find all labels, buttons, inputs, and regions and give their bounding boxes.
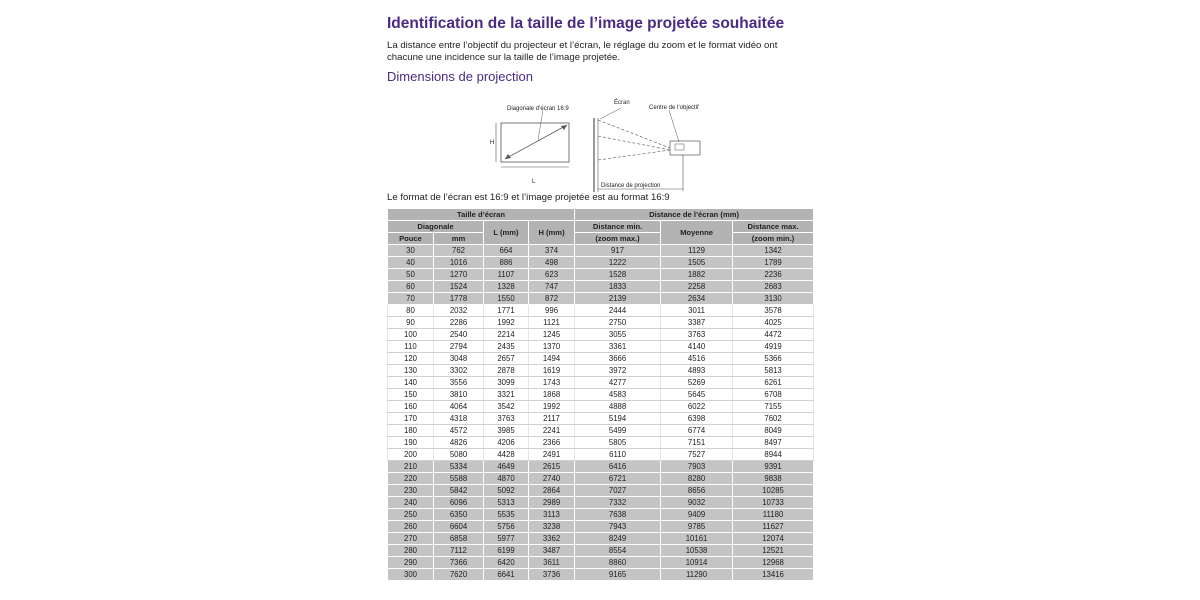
table-row bbox=[388, 281, 814, 293]
cell-l-mm: 4870 bbox=[484, 473, 529, 485]
cell-average: 5645 bbox=[661, 389, 733, 401]
cell-dist-max: 2683 bbox=[733, 281, 814, 293]
header-zoom-min: (zoom min.) bbox=[733, 233, 814, 245]
cell-inch: 160 bbox=[388, 401, 434, 413]
cell-dist-min: 7943 bbox=[575, 521, 661, 533]
cell-h-mm: 498 bbox=[529, 257, 575, 269]
cell-mm: 1524 bbox=[434, 281, 484, 293]
cell-h-mm: 2491 bbox=[529, 449, 575, 461]
cell-l-mm: 3542 bbox=[484, 401, 529, 413]
cell-inch: 100 bbox=[388, 329, 434, 341]
cell-average: 3011 bbox=[661, 305, 733, 317]
cell-dist-min: 8249 bbox=[575, 533, 661, 545]
table-row bbox=[388, 401, 814, 413]
cell-average: 10914 bbox=[661, 557, 733, 569]
section-subtitle: Dimensions de projection bbox=[387, 68, 533, 84]
cell-dist-max: 8497 bbox=[733, 437, 814, 449]
cell-inch: 60 bbox=[388, 281, 434, 293]
cell-mm: 7620 bbox=[434, 569, 484, 581]
cell-inch: 300 bbox=[388, 569, 434, 581]
table-row bbox=[388, 533, 814, 545]
table-row bbox=[388, 545, 814, 557]
header-dist-min: Distance min. bbox=[575, 221, 661, 233]
table-row bbox=[388, 341, 814, 353]
table-row bbox=[388, 269, 814, 281]
cell-dist-min: 1528 bbox=[575, 269, 661, 281]
h-label: H bbox=[490, 140, 495, 146]
table-row bbox=[388, 245, 814, 257]
cell-mm: 5080 bbox=[434, 449, 484, 461]
cell-l-mm: 3763 bbox=[484, 413, 529, 425]
cell-h-mm: 2241 bbox=[529, 425, 575, 437]
cell-dist-max: 9391 bbox=[733, 461, 814, 473]
cell-mm: 5334 bbox=[434, 461, 484, 473]
cell-inch: 250 bbox=[388, 509, 434, 521]
document-page bbox=[387, 14, 813, 579]
cell-average: 3387 bbox=[661, 317, 733, 329]
cell-l-mm: 5092 bbox=[484, 485, 529, 497]
table-row bbox=[388, 257, 814, 269]
cell-mm: 4318 bbox=[434, 413, 484, 425]
cell-inch: 170 bbox=[388, 413, 434, 425]
cell-dist-max: 3130 bbox=[733, 293, 814, 305]
cell-h-mm: 1494 bbox=[529, 353, 575, 365]
cell-mm: 2540 bbox=[434, 329, 484, 341]
cell-dist-max: 7602 bbox=[733, 413, 814, 425]
cell-dist-max: 10733 bbox=[733, 497, 814, 509]
cell-average: 1505 bbox=[661, 257, 733, 269]
cell-dist-max: 8944 bbox=[733, 449, 814, 461]
cell-dist-max: 9838 bbox=[733, 473, 814, 485]
cell-dist-min: 1222 bbox=[575, 257, 661, 269]
cell-l-mm: 6199 bbox=[484, 545, 529, 557]
cell-h-mm: 1868 bbox=[529, 389, 575, 401]
cell-l-mm: 1328 bbox=[484, 281, 529, 293]
cell-l-mm: 6641 bbox=[484, 569, 529, 581]
cell-average: 9409 bbox=[661, 509, 733, 521]
cell-h-mm: 1245 bbox=[529, 329, 575, 341]
cell-dist-min: 8860 bbox=[575, 557, 661, 569]
cell-l-mm: 2878 bbox=[484, 365, 529, 377]
diagonal-label: Diagonale d’écran 16:9 bbox=[507, 106, 569, 112]
cell-dist-max: 8049 bbox=[733, 425, 814, 437]
table-row bbox=[388, 497, 814, 509]
table-row bbox=[388, 485, 814, 497]
table-row bbox=[388, 437, 814, 449]
cell-average: 8280 bbox=[661, 473, 733, 485]
cell-h-mm: 3113 bbox=[529, 509, 575, 521]
cell-dist-min: 7332 bbox=[575, 497, 661, 509]
header-screen-size: Taille d’écran bbox=[388, 209, 575, 221]
cell-dist-min: 5499 bbox=[575, 425, 661, 437]
cell-l-mm: 3099 bbox=[484, 377, 529, 389]
cell-inch: 200 bbox=[388, 449, 434, 461]
cell-h-mm: 1619 bbox=[529, 365, 575, 377]
cell-h-mm: 2864 bbox=[529, 485, 575, 497]
table-caption: Le format de l’écran est 16:9 et l’image projetée est au format 16:9 bbox=[387, 192, 670, 203]
cell-average: 11290 bbox=[661, 569, 733, 581]
cell-h-mm: 872 bbox=[529, 293, 575, 305]
header-zoom-max: (zoom max.) bbox=[575, 233, 661, 245]
header-mm: mm bbox=[434, 233, 484, 245]
cell-h-mm: 1370 bbox=[529, 341, 575, 353]
cell-h-mm: 3611 bbox=[529, 557, 575, 569]
table-row bbox=[388, 521, 814, 533]
cell-inch: 150 bbox=[388, 389, 434, 401]
cell-dist-max: 7155 bbox=[733, 401, 814, 413]
cell-mm: 6858 bbox=[434, 533, 484, 545]
cell-dist-min: 3972 bbox=[575, 365, 661, 377]
cell-l-mm: 5977 bbox=[484, 533, 529, 545]
cell-dist-min: 2444 bbox=[575, 305, 661, 317]
cell-average: 4140 bbox=[661, 341, 733, 353]
cell-average: 8656 bbox=[661, 485, 733, 497]
cell-dist-max: 13416 bbox=[733, 569, 814, 581]
cell-l-mm: 1550 bbox=[484, 293, 529, 305]
cell-dist-max: 10285 bbox=[733, 485, 814, 497]
cell-l-mm: 5313 bbox=[484, 497, 529, 509]
cell-average: 1882 bbox=[661, 269, 733, 281]
cell-average: 2634 bbox=[661, 293, 733, 305]
cell-h-mm: 1992 bbox=[529, 401, 575, 413]
cell-l-mm: 4206 bbox=[484, 437, 529, 449]
cell-l-mm: 5535 bbox=[484, 509, 529, 521]
cell-mm: 3556 bbox=[434, 377, 484, 389]
cell-mm: 762 bbox=[434, 245, 484, 257]
cell-inch: 90 bbox=[388, 317, 434, 329]
cell-dist-min: 6110 bbox=[575, 449, 661, 461]
cell-l-mm: 4649 bbox=[484, 461, 529, 473]
cell-dist-min: 7638 bbox=[575, 509, 661, 521]
cell-inch: 270 bbox=[388, 533, 434, 545]
cell-h-mm: 3238 bbox=[529, 521, 575, 533]
header-screen-distance: Distance de l’écran (mm) bbox=[575, 209, 814, 221]
cell-dist-min: 917 bbox=[575, 245, 661, 257]
cell-l-mm: 2435 bbox=[484, 341, 529, 353]
cell-h-mm: 3487 bbox=[529, 545, 575, 557]
cell-inch: 70 bbox=[388, 293, 434, 305]
cell-l-mm: 5756 bbox=[484, 521, 529, 533]
table-row bbox=[388, 509, 814, 521]
cell-dist-min: 2139 bbox=[575, 293, 661, 305]
cell-inch: 260 bbox=[388, 521, 434, 533]
header-diagonal: Diagonale bbox=[388, 221, 484, 233]
cell-dist-max: 4472 bbox=[733, 329, 814, 341]
cell-mm: 3810 bbox=[434, 389, 484, 401]
table-row bbox=[388, 389, 814, 401]
cell-inch: 50 bbox=[388, 269, 434, 281]
cell-average: 6774 bbox=[661, 425, 733, 437]
cell-average: 7903 bbox=[661, 461, 733, 473]
cell-mm: 4826 bbox=[434, 437, 484, 449]
cell-dist-min: 5194 bbox=[575, 413, 661, 425]
cell-l-mm: 1771 bbox=[484, 305, 529, 317]
cell-l-mm: 2657 bbox=[484, 353, 529, 365]
cell-average: 5269 bbox=[661, 377, 733, 389]
projection-diagram bbox=[487, 96, 817, 196]
cell-dist-max: 6261 bbox=[733, 377, 814, 389]
cell-inch: 130 bbox=[388, 365, 434, 377]
cell-dist-min: 3361 bbox=[575, 341, 661, 353]
distance-label: Distance de projection bbox=[601, 183, 661, 189]
cell-dist-max: 11180 bbox=[733, 509, 814, 521]
cell-l-mm: 664 bbox=[484, 245, 529, 257]
cell-dist-min: 8554 bbox=[575, 545, 661, 557]
cell-inch: 210 bbox=[388, 461, 434, 473]
table-row bbox=[388, 377, 814, 389]
cell-mm: 7112 bbox=[434, 545, 484, 557]
cell-h-mm: 1743 bbox=[529, 377, 575, 389]
cell-inch: 40 bbox=[388, 257, 434, 269]
cell-h-mm: 2366 bbox=[529, 437, 575, 449]
header-average: Moyenne bbox=[661, 221, 733, 245]
projection-table bbox=[387, 208, 814, 581]
cell-inch: 220 bbox=[388, 473, 434, 485]
cell-dist-min: 1833 bbox=[575, 281, 661, 293]
cell-inch: 80 bbox=[388, 305, 434, 317]
cell-mm: 2794 bbox=[434, 341, 484, 353]
cell-l-mm: 886 bbox=[484, 257, 529, 269]
table-row bbox=[388, 353, 814, 365]
cell-dist-max: 5813 bbox=[733, 365, 814, 377]
projector-box bbox=[670, 141, 700, 155]
table-row bbox=[388, 413, 814, 425]
cell-l-mm: 1107 bbox=[484, 269, 529, 281]
cell-h-mm: 747 bbox=[529, 281, 575, 293]
cell-mm: 7366 bbox=[434, 557, 484, 569]
cell-dist-min: 4888 bbox=[575, 401, 661, 413]
cell-l-mm: 2214 bbox=[484, 329, 529, 341]
cell-average: 1129 bbox=[661, 245, 733, 257]
cell-dist-max: 6708 bbox=[733, 389, 814, 401]
cell-mm: 2032 bbox=[434, 305, 484, 317]
table-row bbox=[388, 557, 814, 569]
header-l-mm: L (mm) bbox=[484, 221, 529, 245]
cell-inch: 110 bbox=[388, 341, 434, 353]
cell-dist-min: 6416 bbox=[575, 461, 661, 473]
table-row bbox=[388, 461, 814, 473]
cell-dist-max: 1789 bbox=[733, 257, 814, 269]
cell-mm: 5588 bbox=[434, 473, 484, 485]
cell-inch: 230 bbox=[388, 485, 434, 497]
cell-average: 4893 bbox=[661, 365, 733, 377]
table-row bbox=[388, 569, 814, 581]
screen-label: Écran bbox=[614, 100, 630, 106]
lens-label: Centre de l’objectif bbox=[649, 105, 699, 111]
diagonal-line bbox=[505, 125, 567, 159]
cell-dist-max: 11627 bbox=[733, 521, 814, 533]
cell-mm: 3048 bbox=[434, 353, 484, 365]
cell-inch: 180 bbox=[388, 425, 434, 437]
cell-average: 2258 bbox=[661, 281, 733, 293]
cell-average: 6398 bbox=[661, 413, 733, 425]
cell-h-mm: 2615 bbox=[529, 461, 575, 473]
cell-dist-max: 2236 bbox=[733, 269, 814, 281]
cell-average: 3763 bbox=[661, 329, 733, 341]
cell-inch: 30 bbox=[388, 245, 434, 257]
cell-h-mm: 374 bbox=[529, 245, 575, 257]
cell-dist-max: 12968 bbox=[733, 557, 814, 569]
table-row bbox=[388, 329, 814, 341]
cell-dist-max: 12521 bbox=[733, 545, 814, 557]
intro-paragraph: La distance entre l’objectif du projecteur et l’écran, le réglage du zoom et le format vidéo ont chacune une incidence sur la taille de l’image projetée. bbox=[387, 40, 778, 64]
cell-mm: 6350 bbox=[434, 509, 484, 521]
cell-average: 9785 bbox=[661, 521, 733, 533]
table-row bbox=[388, 473, 814, 485]
cell-mm: 1270 bbox=[434, 269, 484, 281]
cell-dist-min: 3666 bbox=[575, 353, 661, 365]
cell-average: 10161 bbox=[661, 533, 733, 545]
cell-dist-min: 3055 bbox=[575, 329, 661, 341]
cell-dist-min: 9165 bbox=[575, 569, 661, 581]
cell-average: 10538 bbox=[661, 545, 733, 557]
cell-dist-min: 4277 bbox=[575, 377, 661, 389]
l-label: L bbox=[532, 179, 536, 185]
cell-inch: 190 bbox=[388, 437, 434, 449]
header-dist-max: Distance max. bbox=[733, 221, 814, 233]
table-row bbox=[388, 317, 814, 329]
header-inch: Pouce bbox=[388, 233, 434, 245]
cell-dist-max: 12074 bbox=[733, 533, 814, 545]
cell-inch: 120 bbox=[388, 353, 434, 365]
cell-mm: 1778 bbox=[434, 293, 484, 305]
table-row bbox=[388, 449, 814, 461]
table-row bbox=[388, 425, 814, 437]
header-h-mm: H (mm) bbox=[529, 221, 575, 245]
cell-dist-min: 4583 bbox=[575, 389, 661, 401]
cell-mm: 6604 bbox=[434, 521, 484, 533]
cell-inch: 280 bbox=[388, 545, 434, 557]
cell-inch: 140 bbox=[388, 377, 434, 389]
cell-mm: 1016 bbox=[434, 257, 484, 269]
cell-h-mm: 2989 bbox=[529, 497, 575, 509]
cell-average: 6022 bbox=[661, 401, 733, 413]
cell-l-mm: 4428 bbox=[484, 449, 529, 461]
cell-mm: 5842 bbox=[434, 485, 484, 497]
cell-l-mm: 1992 bbox=[484, 317, 529, 329]
cell-dist-max: 5366 bbox=[733, 353, 814, 365]
cell-h-mm: 2117 bbox=[529, 413, 575, 425]
cell-average: 7527 bbox=[661, 449, 733, 461]
cell-h-mm: 3736 bbox=[529, 569, 575, 581]
table-row bbox=[388, 293, 814, 305]
cell-mm: 6096 bbox=[434, 497, 484, 509]
cell-h-mm: 996 bbox=[529, 305, 575, 317]
cell-h-mm: 2740 bbox=[529, 473, 575, 485]
cell-inch: 290 bbox=[388, 557, 434, 569]
cell-h-mm: 3362 bbox=[529, 533, 575, 545]
cell-dist-max: 1342 bbox=[733, 245, 814, 257]
cell-dist-max: 3578 bbox=[733, 305, 814, 317]
table-row bbox=[388, 365, 814, 377]
cell-dist-max: 4919 bbox=[733, 341, 814, 353]
page-title: Identification de la taille de l’image projetée souhaitée bbox=[387, 15, 785, 32]
cell-mm: 2286 bbox=[434, 317, 484, 329]
cell-dist-min: 6721 bbox=[575, 473, 661, 485]
cell-h-mm: 1121 bbox=[529, 317, 575, 329]
cell-l-mm: 3985 bbox=[484, 425, 529, 437]
cell-l-mm: 6420 bbox=[484, 557, 529, 569]
cell-mm: 4572 bbox=[434, 425, 484, 437]
cell-dist-max: 4025 bbox=[733, 317, 814, 329]
cell-mm: 4064 bbox=[434, 401, 484, 413]
cell-h-mm: 623 bbox=[529, 269, 575, 281]
cell-dist-min: 7027 bbox=[575, 485, 661, 497]
cell-mm: 3302 bbox=[434, 365, 484, 377]
cell-average: 9032 bbox=[661, 497, 733, 509]
table-row bbox=[388, 305, 814, 317]
cell-average: 7151 bbox=[661, 437, 733, 449]
cell-average: 4516 bbox=[661, 353, 733, 365]
cell-inch: 240 bbox=[388, 497, 434, 509]
cell-dist-min: 5805 bbox=[575, 437, 661, 449]
cell-dist-min: 2750 bbox=[575, 317, 661, 329]
cell-l-mm: 3321 bbox=[484, 389, 529, 401]
